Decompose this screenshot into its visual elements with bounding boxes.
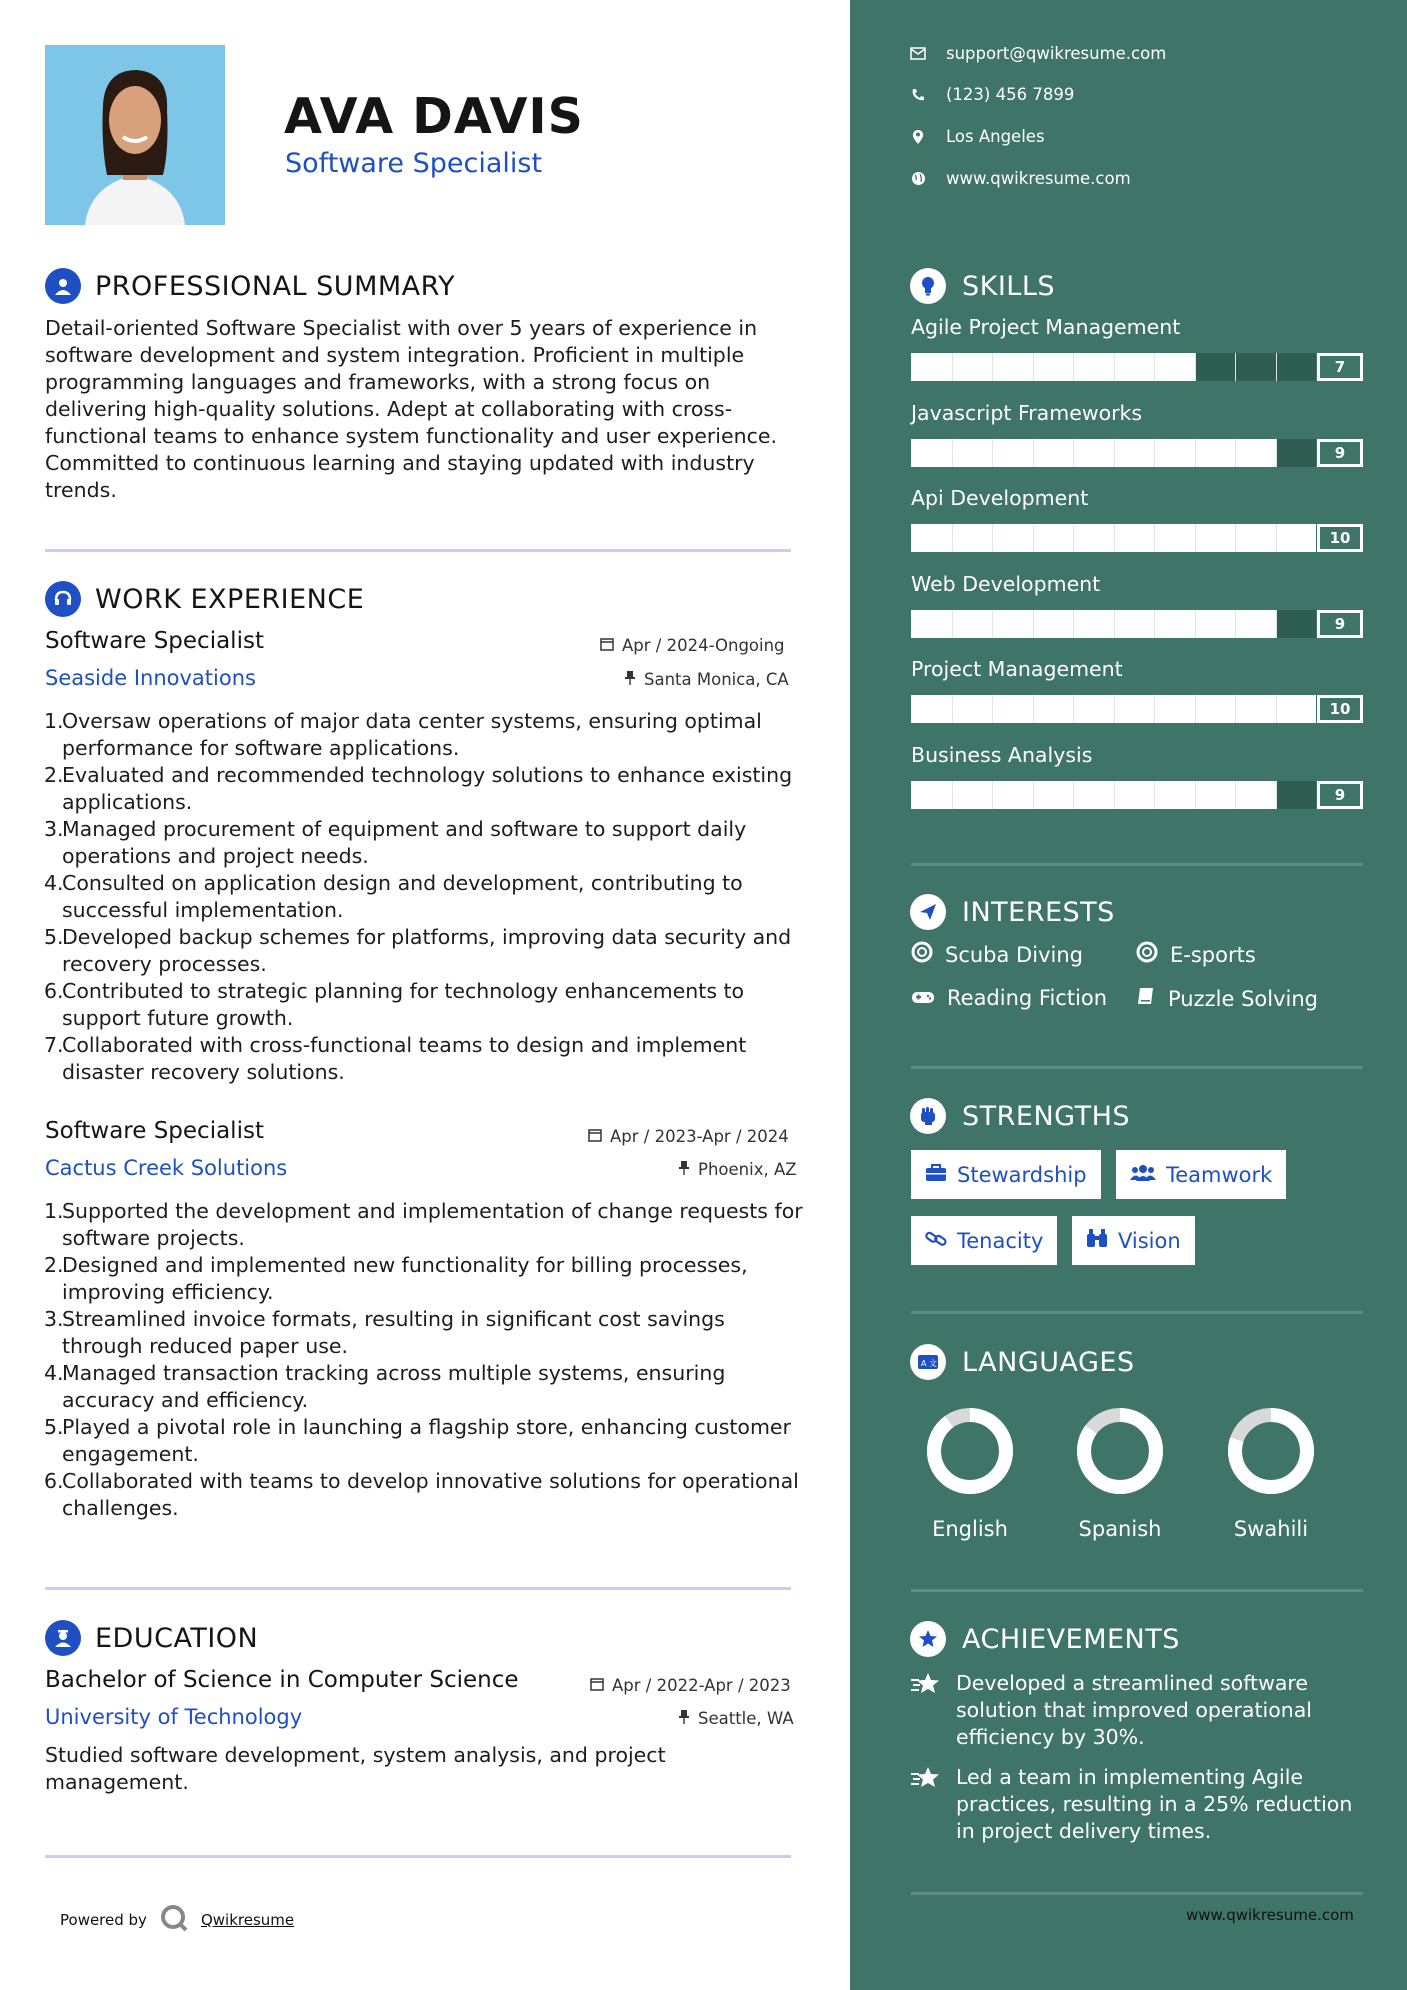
contact-location — [910, 127, 1045, 146]
skill-level: 7 — [1317, 353, 1363, 381]
education-description: Studied software development, system analysis, and project management. — [45, 1743, 666, 1794]
language-donut-fill — [934, 1415, 1006, 1487]
skill-bar-track — [911, 610, 1316, 638]
list-item: 1. Oversaw operations of major data center systems, ensuring optimal performance for software applications. — [44, 709, 762, 760]
skill-level: 9 — [1317, 781, 1363, 809]
languages-header — [910, 1344, 1135, 1380]
job-bullets — [44, 708, 804, 1086]
globe-icon — [910, 171, 926, 187]
education-header — [45, 1620, 258, 1656]
skill-bar-fill — [911, 610, 1276, 638]
list-item: 4. Managed transaction tracking across multiple systems, ensuring accuracy and efficiency. — [44, 1361, 726, 1412]
education-heading: EDUCATION — [95, 1622, 259, 1654]
brand-link[interactable]: Qwikresume — [200, 1911, 295, 1929]
skill-bar-fill — [911, 781, 1276, 809]
language-donut — [1065, 1403, 1175, 1499]
candidate-title: Software Specialist — [285, 148, 543, 179]
experience-heading: WORK EXPERIENCE — [95, 583, 365, 615]
user-icon — [45, 268, 81, 304]
list-item: 4. Consulted on application design and development, contributing to successful implementation. — [44, 871, 743, 922]
skill-bar — [911, 610, 1363, 638]
profile-photo — [45, 45, 225, 225]
skill-bar-segment — [1235, 695, 1236, 723]
skill-bar-segment — [1195, 695, 1196, 723]
skill-bar-segment — [1154, 781, 1155, 809]
job-title: Software Specialist — [45, 628, 264, 654]
skill-level: 10 — [1317, 524, 1363, 552]
skill-bar-segment — [1114, 781, 1115, 809]
skill-bar-segment — [992, 610, 993, 638]
skill-bar-segment — [952, 524, 953, 552]
job-bullets — [44, 1198, 804, 1522]
skill-bar-segment — [1114, 695, 1115, 723]
skill-bar-segment — [1276, 695, 1277, 723]
skill-bar-segment — [1073, 524, 1074, 552]
strength-badge — [911, 1150, 1101, 1199]
skill-bar-segment — [952, 439, 953, 467]
fist-icon — [910, 1098, 946, 1134]
star-icon — [910, 1670, 942, 1751]
list-item: 1. Supported the development and implementation of change requests for software projects. — [44, 1199, 803, 1250]
skill-bar-segment — [952, 781, 953, 809]
interest-label: Scuba Diving — [945, 942, 1083, 967]
achievements-header — [910, 1621, 1180, 1657]
skill-bar-segment — [1235, 439, 1236, 467]
language-item — [1216, 1403, 1326, 1541]
skill-name: Web Development — [911, 571, 1101, 596]
skill-bar-segment — [1073, 353, 1074, 381]
contact-location-text: Los Angeles — [946, 127, 1045, 146]
paper-plane-icon — [910, 894, 946, 930]
job-company: Seaside Innovations — [45, 666, 256, 690]
language-item — [915, 1403, 1025, 1541]
skill-bar-track — [911, 439, 1316, 467]
calendar-icon — [588, 1127, 602, 1146]
skill-bar — [911, 781, 1363, 809]
skill-level: 9 — [1317, 610, 1363, 638]
svg-text:A: A — [921, 1359, 927, 1368]
skill-bar-segment — [1276, 439, 1277, 467]
contact-phone-text: (123) 456 7899 — [946, 85, 1075, 104]
calendar-icon — [590, 1676, 604, 1695]
skill-bar-segment — [1276, 610, 1277, 638]
skill-bar-segment — [1195, 610, 1196, 638]
pin-icon — [624, 670, 636, 689]
star-badge-icon — [910, 1621, 946, 1657]
strength-badge — [911, 1216, 1057, 1265]
achievement-item — [910, 1764, 1370, 1845]
skill-bar-segment — [1235, 781, 1236, 809]
skill-bar-segment — [1235, 524, 1236, 552]
skill-bar-track — [911, 781, 1316, 809]
candidate-name: AVA DAVIS — [284, 88, 584, 145]
achievement-text: Led a team in implementing Agile practices, resulting in a 25% reduction in project delivery times. — [956, 1765, 1353, 1843]
skill-bar-segment — [1073, 439, 1074, 467]
book-icon — [1136, 986, 1156, 1011]
job-location-text: Phoenix, AZ — [698, 1160, 797, 1179]
svg-text:文: 文 — [929, 1359, 937, 1368]
skill-bar-track — [911, 353, 1316, 381]
skill-bar-segment — [1033, 695, 1034, 723]
skill-bar-segment — [992, 695, 993, 723]
job-location-text: Santa Monica, CA — [644, 670, 789, 689]
skill-name: Business Analysis — [911, 742, 1093, 767]
section-divider — [45, 549, 791, 552]
skill-bar-segment — [952, 353, 953, 381]
skill-bar — [911, 439, 1363, 467]
degree-title: Bachelor of Science in Computer Science — [45, 1667, 519, 1693]
interest-label: E-sports — [1170, 942, 1256, 967]
skill-bar-segment — [1154, 695, 1155, 723]
interest-item — [1136, 986, 1318, 1011]
strengths-header — [910, 1098, 1130, 1134]
star-icon — [910, 1764, 942, 1845]
experience-header — [45, 581, 364, 617]
skill-bar-track — [911, 524, 1316, 552]
skill-bar-segment — [1276, 524, 1277, 552]
skill-bar-segment — [992, 781, 993, 809]
skill-bar-segment — [1033, 353, 1034, 381]
skill-bar-fill — [911, 439, 1276, 467]
skill-bar-segment — [1154, 524, 1155, 552]
achievements-heading: ACHIEVEMENTS — [962, 1623, 1180, 1655]
summary-heading: PROFESSIONAL SUMMARY — [95, 270, 456, 302]
briefcase-icon — [925, 1163, 947, 1187]
skill-bar-fill — [911, 353, 1195, 381]
skill-bar — [911, 524, 1363, 552]
interest-label: Reading Fiction — [947, 986, 1108, 1010]
skill-bar-segment — [1114, 439, 1115, 467]
binoculars-icon — [1086, 1228, 1108, 1253]
headset-icon — [45, 581, 81, 617]
skill-bar-segment — [952, 695, 953, 723]
skill-level: 10 — [1317, 695, 1363, 723]
skill-bar-segment — [952, 610, 953, 638]
education-dates-text: Apr / 2022-Apr / 2023 — [612, 1676, 791, 1695]
skill-bar-segment — [1195, 781, 1196, 809]
skill-bar-segment — [1073, 610, 1074, 638]
skill-name: Project Management — [911, 657, 1123, 681]
language-icon — [910, 1344, 946, 1380]
section-divider — [911, 1589, 1363, 1592]
envelope-icon — [910, 46, 926, 62]
skills-heading: SKILLS — [962, 270, 1056, 302]
skill-name: Api Development — [911, 486, 1089, 510]
interest-item — [1136, 941, 1256, 968]
contact-website-text: www.qwikresume.com — [946, 169, 1131, 188]
skill-bar-segment — [1033, 524, 1034, 552]
pin-icon — [678, 1160, 690, 1179]
language-item — [1065, 1403, 1175, 1541]
footer-url[interactable]: www.qwikresume.com — [1186, 1906, 1354, 1924]
skill-bar-segment — [992, 524, 993, 552]
strength-label: Stewardship — [957, 1162, 1087, 1187]
language-name: Swahili — [1233, 1517, 1309, 1541]
skill-bar-segment — [1195, 439, 1196, 467]
list-item: 2. Evaluated and recommended technology solutions to enhance existing applications. — [44, 763, 793, 814]
language-name: Spanish — [1078, 1517, 1162, 1541]
skill-bar-segment — [1114, 353, 1115, 381]
school-name: University of Technology — [45, 1705, 303, 1729]
contact-email-text: support@qwikresume.com — [946, 44, 1167, 63]
interests-heading: INTERESTS — [962, 896, 1115, 928]
skill-bar-segment — [1114, 524, 1115, 552]
skill-bar-segment — [1114, 610, 1115, 638]
list-item: 5. Played a pivotal role in launching a flagship store, enhancing customer engagement. — [44, 1415, 791, 1466]
achievement-text: Developed a streamlined software solution that improved operational efficiency by 30%. — [956, 1671, 1312, 1749]
language-donut — [915, 1403, 1025, 1499]
job-dates-text: Apr / 2023-Apr / 2024 — [610, 1127, 789, 1146]
skill-bar-segment — [1033, 610, 1034, 638]
skill-bar-segment — [1073, 781, 1074, 809]
strength-label: Tenacity — [957, 1228, 1044, 1253]
graduate-icon — [45, 1620, 81, 1656]
section-divider — [911, 1311, 1363, 1314]
strength-label: Vision — [1118, 1228, 1181, 1253]
skill-bar-segment — [1276, 781, 1277, 809]
summary-header — [45, 268, 455, 304]
skill-bar-segment — [1154, 610, 1155, 638]
job-company: Cactus Creek Solutions — [45, 1156, 288, 1180]
powered-by-label: Powered by — [60, 1911, 147, 1929]
skill-bar-track — [911, 695, 1316, 723]
contact-email[interactable] — [910, 44, 1166, 63]
contact-phone[interactable] — [910, 85, 1074, 104]
achievement-item — [910, 1670, 1370, 1751]
list-item: 5. Developed backup schemes for platforms, improving data security and recovery processes. — [44, 925, 792, 976]
strength-label: Teamwork — [1166, 1162, 1273, 1187]
pin-icon — [678, 1709, 690, 1728]
skill-bar-segment — [1033, 439, 1034, 467]
skill-level: 9 — [1317, 439, 1363, 467]
job-title: Software Specialist — [45, 1118, 264, 1144]
section-divider — [45, 1587, 791, 1590]
section-divider — [45, 1855, 791, 1858]
skills-header — [910, 268, 1055, 304]
interest-item — [911, 986, 1107, 1010]
list-item: 6. Contributed to strategic planning for technology enhancements to support future growth. — [44, 979, 745, 1030]
skill-name: Javascript Frameworks — [911, 400, 1143, 425]
lightbulb-icon — [910, 268, 946, 304]
job-dates-text: Apr / 2024-Ongoing — [622, 636, 785, 655]
skill-bar-segment — [1154, 353, 1155, 381]
list-item: 3. Managed procurement of equipment and software to support daily operations and project needs. — [44, 817, 747, 868]
qwikresume-logo-icon — [159, 1903, 189, 1937]
users-icon — [1130, 1163, 1156, 1187]
summary-text: Detail-oriented Software Specialist with over 5 years of experience in software development and system integration. Proficient in multiple programming languages and frameworks, with a strong focus on delivering high-quality solutions. Adept at collaborating with cross-functional teams to enhance system functionality and user experience. Committed to continuous learning and staying updated with industry trends. — [45, 316, 778, 502]
interest-label: Puzzle Solving — [1168, 986, 1318, 1011]
skill-bar-segment — [1235, 353, 1236, 381]
skill-bar — [911, 353, 1363, 381]
strengths-heading: STRENGTHS — [962, 1100, 1131, 1132]
calendar-icon — [600, 636, 614, 655]
education-location-text: Seattle, WA — [698, 1709, 794, 1728]
language-name: English — [932, 1517, 1008, 1541]
skill-bar-segment — [992, 353, 993, 381]
skill-bar-segment — [992, 439, 993, 467]
powered-by — [60, 1903, 294, 1937]
phone-icon — [910, 87, 926, 103]
interest-item — [911, 941, 1083, 968]
skill-bar-segment — [1154, 439, 1155, 467]
interests-header — [910, 894, 1115, 930]
map-pin-icon — [910, 129, 926, 145]
life-ring-icon — [1136, 941, 1158, 968]
list-item: 7. Collaborated with cross-functional teams to design and implement disaster recovery solutions. — [44, 1033, 747, 1084]
gamepad-icon — [911, 986, 935, 1010]
section-divider — [911, 863, 1363, 866]
section-divider — [911, 1892, 1363, 1895]
skill-name: Agile Project Management — [911, 315, 1181, 339]
list-item: 3. Streamlined invoice formats, resulting in significant cost savings through reduced paper use. — [44, 1307, 725, 1358]
skill-bar-segment — [1033, 781, 1034, 809]
skill-bar — [911, 695, 1363, 723]
language-donut — [1216, 1403, 1326, 1499]
skill-bar-segment — [1195, 524, 1196, 552]
skill-bar-segment — [1073, 695, 1074, 723]
contact-website[interactable] — [910, 169, 1131, 188]
languages-heading: LANGUAGES — [962, 1346, 1135, 1378]
list-item: 2. Designed and implemented new functionality for billing processes, improving efficiency. — [44, 1253, 748, 1304]
section-divider — [911, 1066, 1363, 1069]
link-icon — [925, 1228, 947, 1253]
strength-badge — [1116, 1150, 1286, 1199]
skill-bar-segment — [1195, 353, 1196, 381]
list-item: 6. Collaborated with teams to develop innovative solutions for operational challenges. — [44, 1469, 799, 1520]
strength-badge — [1072, 1216, 1195, 1265]
skill-bar-segment — [1276, 353, 1277, 381]
life-ring-icon — [911, 941, 933, 968]
skill-bar-segment — [1235, 610, 1236, 638]
